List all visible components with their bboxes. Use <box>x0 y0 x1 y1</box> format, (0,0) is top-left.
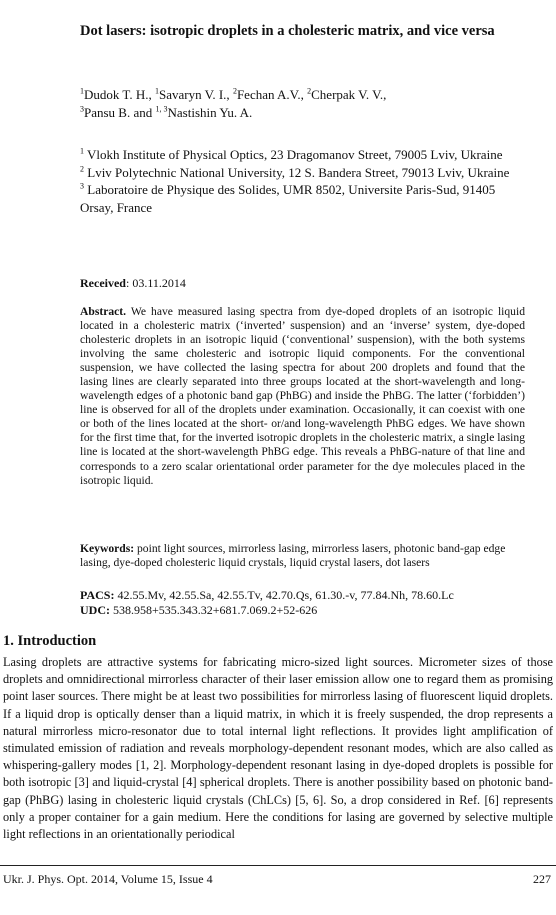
affiliation-text: Lviv Polytechnic National University, 12 S. Bandera Street, 79013 Lviv, Ukraine <box>87 164 510 180</box>
footer-page-number: 227 <box>533 872 551 886</box>
affiliation-list <box>80 146 525 216</box>
abstract-label: Abstract. <box>80 305 127 318</box>
keywords-text: point light sources, mirrorless lasing, mirrorless lasers, photonic band-gap edge lasing, dye-doped cholesteric liquid crystals, liquid crystal lasers, dot lasers <box>80 542 506 570</box>
received-label: Received <box>80 276 126 290</box>
affiliation-sup: 1 <box>80 146 84 156</box>
author-name: Pansu B. and <box>84 104 156 120</box>
author-name: Savaryn V. I., <box>159 87 233 102</box>
paper-title: Dot lasers: isotropic droplets in a cholesteric matrix, and vice versa <box>80 23 495 39</box>
pacs-text: 42.55.Mv, 42.55.Sa, 42.55.Tv, 42.70.Qs, 61.30.-v, 77.84.Nh, 78.60.Lc <box>114 588 454 602</box>
intro-paragraph: Lasing droplets are attractive systems for fabricating micro-sized light sources. Micrometer sizes of those droplets and omnidirectional mirrorless character of their laser emission allow one to regard them as promising point laser sources. There might be at least two possibilities for mirrorless lasing of fluorescent liquid droplets. If a liquid drop is optically denser than a liquid matrix, in which it is freely suspended, the drop represents a natural mirrorless micro-resonator due to total internal light reflections. It provides light amplification of stimulated emission of radiation and reveals morphology-dependent resonant modes, which are also called as whispering-gallery modes [1, 2]. Morphology-dependent resonant lasing in dye-doped droplets is possible for both isotropic [3] and liquid-crystal [4] spherical droplets. There is another possibility based on photonic band-gap (PhBG) lasing in cholesteric liquid crystals (ChLCs) [5, 6]. So, a drop considered in Ref. [6] represents only a proper container for a gain medium. Here the conditions for lasing are governed by selective multiple light reflections in an orientationally periodical <box>3 655 553 842</box>
author-name: Nastishin Yu. A. <box>167 104 253 120</box>
footer-divider <box>0 865 556 866</box>
affiliation-sup: 2 <box>80 164 84 174</box>
author-sup: 1 <box>155 86 160 96</box>
keywords-label: Keywords: <box>80 542 135 555</box>
keywords <box>80 542 535 571</box>
footer-journal: Ukr. J. Phys. Opt. 2014, Volume 15, Issue 4 <box>3 872 213 886</box>
author-list <box>80 86 525 121</box>
author-sup: 2 <box>307 86 312 96</box>
author-sup: 2 <box>232 86 237 96</box>
author-name: Fechan A.V., <box>236 87 308 102</box>
pacs-line <box>80 588 535 603</box>
author-name: Dudok T. H., <box>84 87 156 102</box>
affiliation <box>80 181 525 216</box>
author-sup: 1 <box>80 86 84 96</box>
udc-text: 538.958+535.343.32+681.7.069.2+52-626 <box>110 602 318 617</box>
affiliation-text: Laboratoire de Physique des Solides, UMR 8502, Universite Paris-Sud, 91405 Orsay, France <box>80 182 496 215</box>
author-sup: 1, 3 <box>155 104 168 114</box>
pacs-label: PACS: <box>80 588 115 602</box>
udc-line <box>80 603 535 618</box>
received-date <box>80 276 186 291</box>
author-sup: 3 <box>80 104 84 114</box>
affiliation-text: Vlokh Institute of Physical Optics, 23 Dragomanov Street, 79005 Lviv, Ukraine <box>87 147 503 162</box>
udc-label: UDC: <box>80 602 110 617</box>
author-name: Cherpak V. V., <box>311 87 387 102</box>
affiliation-sup: 3 <box>80 181 84 191</box>
abstract <box>80 305 525 488</box>
affiliation <box>80 146 525 164</box>
affiliation <box>80 164 525 182</box>
section-heading: 1. Introduction <box>3 633 97 649</box>
abstract-text: We have measured lasing spectra from dye-doped droplets of an isotropic liquid located in a cholesteric matrix (‘inverted’ suspension) and an ‘inverse’ system, dye-doped cholesteric droplets in an isotropic liquid (‘conventional’ suspension), with the both systems involving the same cholesteric and isotropic liquid components. For the conventional suspension, we have collected the lasing spectra for about 200 droplets and found that the lasing lines are clearly separated into three groups located at the short-wavelength and long-wavelength edges of a photonic band gap (PhBG) and inside the PhBG. The latter (‘forbidden’) line is observed for all of the droplets under examination. Occasionally, it can coexist with one or both of the lines located at the short- or/and long-wavelength PhBG edges. We have shown for the first time that, for the inverted isotropic droplets in the cholesteric matrix, a single lasing line is located at the short-wavelength PhBG edge. This reveals a PhBG-nature of that line and corresponds to a zero scalar orientational order parameter for the dye molecules placed in the isotropic liquid. <box>80 305 525 487</box>
classification-codes <box>80 588 535 617</box>
received-value: : 03.11.2014 <box>125 276 186 290</box>
